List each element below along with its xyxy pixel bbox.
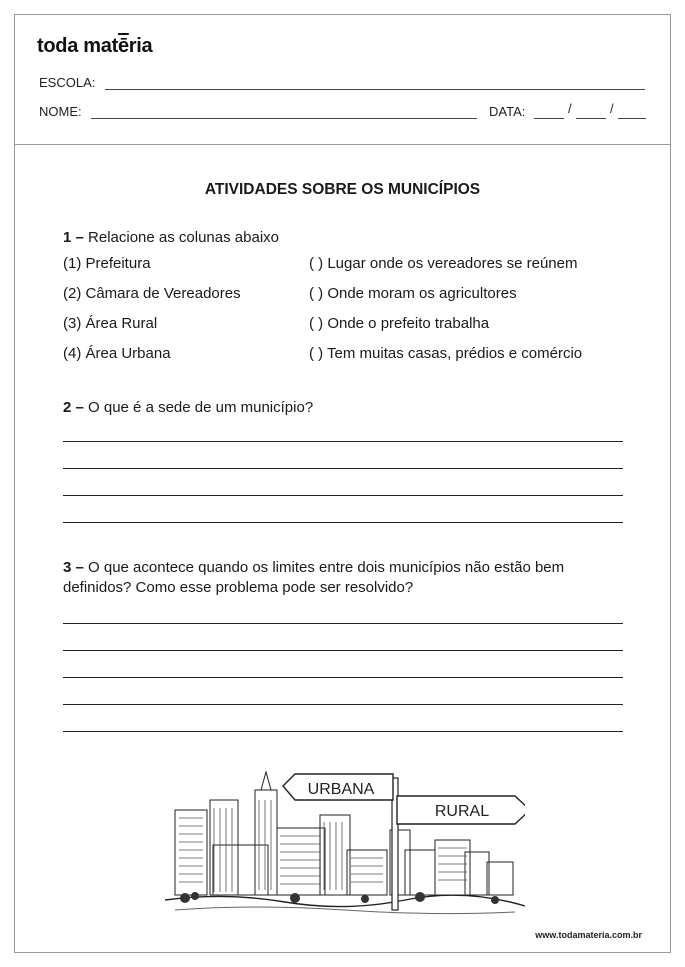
match-right-item[interactable]: ( ) Tem muitas casas, prédios e comércio <box>309 345 583 362</box>
match-left-item: (1) Prefeitura <box>63 255 151 272</box>
date-month-field[interactable] <box>576 118 606 119</box>
header-divider <box>15 144 670 145</box>
school-field[interactable] <box>105 89 645 90</box>
date-day-field[interactable] <box>534 118 564 119</box>
city-sign-illustration <box>165 760 525 920</box>
question-text: definidos? Como esse problema pode ser resolvido? <box>63 579 414 596</box>
question-number: 2 – <box>63 399 84 416</box>
answer-line[interactable] <box>63 650 623 651</box>
name-field[interactable] <box>91 118 477 119</box>
answer-line[interactable] <box>63 704 623 705</box>
date-separator: / <box>568 101 572 116</box>
match-right-item[interactable]: ( ) Onde moram os agricultores <box>309 285 517 302</box>
brand-logo: toda $mat\overline{ē}ria$ <box>37 35 153 57</box>
answer-line[interactable] <box>63 731 623 732</box>
answer-line[interactable] <box>63 468 623 469</box>
question-text: O que acontece quando os limites entre dois municípios não estão bem <box>88 559 565 576</box>
school-label: ESCOLA: <box>39 75 96 90</box>
date-label: DATA: <box>489 104 526 119</box>
question-number: 3 – <box>63 559 84 576</box>
date-year-field[interactable] <box>618 118 646 119</box>
date-separator: / <box>610 101 614 116</box>
answer-line[interactable] <box>63 522 623 523</box>
question-number: 1 – <box>63 229 84 246</box>
name-label: NOME: <box>39 104 82 119</box>
question-text: O que é a sede de um município? <box>88 399 314 416</box>
answer-line[interactable] <box>63 677 623 678</box>
footer-url[interactable]: www.todamateria.com.br <box>535 930 642 940</box>
question-1 <box>63 228 279 248</box>
answer-line[interactable] <box>63 623 623 624</box>
question-text: Relacione as colunas abaixo <box>88 229 279 246</box>
match-left-item: (2) Câmara de Vereadores <box>63 285 241 302</box>
sign-urbana-label: URBANA <box>307 781 375 798</box>
question-3 <box>63 558 643 598</box>
question-2 <box>63 398 313 418</box>
worksheet <box>14 14 671 953</box>
sign-rural-label: RURAL <box>434 803 490 820</box>
answer-line[interactable] <box>63 495 623 496</box>
match-right-item[interactable]: ( ) Onde o prefeito trabalha <box>309 315 490 332</box>
match-left-item: (4) Área Urbana <box>63 345 171 362</box>
match-left-item: (3) Área Rural <box>63 315 158 332</box>
page-title: ATIVIDADES SOBRE OS MUNICÍPIOS <box>204 181 481 198</box>
answer-line[interactable] <box>63 441 623 442</box>
match-right-item[interactable]: ( ) Lugar onde os vereadores se reúnem <box>309 255 578 272</box>
